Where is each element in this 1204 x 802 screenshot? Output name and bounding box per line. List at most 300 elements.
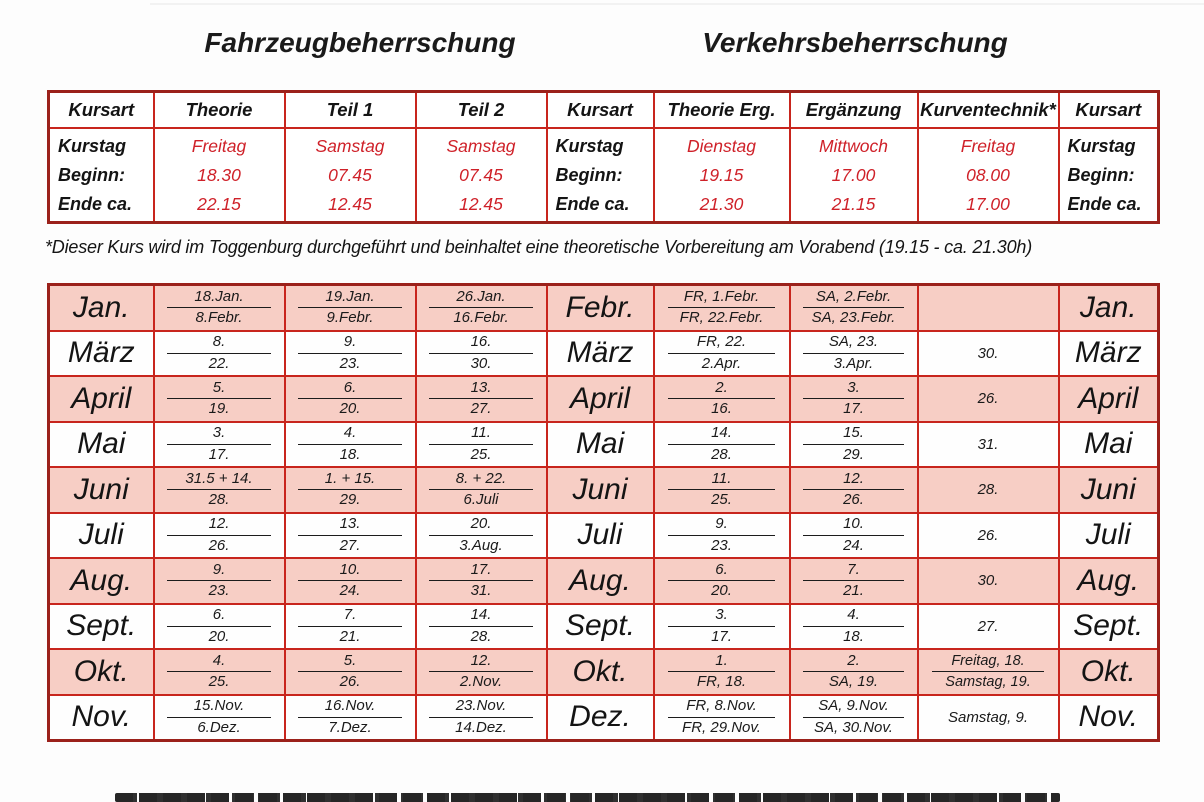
date-bottom: 23. [208, 582, 230, 600]
divider-line [803, 353, 904, 354]
dates-cell [416, 331, 547, 377]
course-day: Dienstag [686, 135, 757, 156]
course-day: Mittwoch [818, 135, 889, 156]
schedule-row [49, 604, 1159, 650]
date-bottom: FR, 29.Nov. [682, 718, 761, 736]
dates-cell [285, 695, 416, 741]
dates-cell [154, 558, 285, 604]
course-times-table [47, 90, 1160, 224]
title-fahrzeugbeherrschung: Fahrzeugbeherrschung [204, 27, 516, 58]
date-top: 11. [471, 424, 491, 441]
kurventechnik-single-cell: Samstag, 9. [918, 695, 1059, 741]
date-top: FR, 1.Febr. [683, 287, 760, 305]
dates-cell [654, 376, 790, 422]
month-cell: Juni [49, 467, 154, 513]
date-top: 8. [212, 333, 226, 350]
date-bottom: 26. [208, 536, 230, 554]
date-bottom: 29. [843, 445, 864, 463]
header-cell: Theorie [154, 92, 285, 129]
schedule-row [49, 558, 1159, 604]
date-top: 12. [470, 651, 492, 669]
divider-line [668, 398, 775, 399]
month-cell: Aug. [49, 558, 154, 604]
schedule-row [49, 285, 1159, 331]
row-label: Beginn: [58, 164, 125, 185]
dates-cell [285, 467, 416, 513]
date-top: 3. [847, 378, 860, 396]
date-bottom: 20. [208, 627, 230, 645]
dates-cell [416, 467, 547, 513]
divider-line [932, 671, 1043, 672]
row-label: Kurstag [555, 135, 624, 156]
header-rowlabels-cell [547, 128, 654, 223]
month-cell: Dez. [547, 695, 654, 741]
course-time: 17.00 [966, 193, 1010, 214]
date-bottom: 27. [339, 536, 361, 554]
schedule-row [49, 376, 1159, 422]
header-times-cell [285, 128, 416, 223]
date-bottom: 17. [843, 400, 864, 418]
cutoff-text-strip [115, 793, 1060, 802]
dates-cell [790, 422, 918, 468]
divider-line [668, 671, 775, 672]
date-bottom: FR, 22.Febr. [679, 309, 764, 327]
date-bottom: 9.Febr. [326, 309, 374, 327]
dates-cell [416, 695, 547, 741]
date-bottom: 25. [711, 491, 732, 509]
date-top: 20. [470, 515, 492, 532]
empty-cell [918, 285, 1059, 331]
divider-line [167, 580, 270, 581]
dates-cell [790, 467, 918, 513]
course-time: 08.00 [966, 164, 1010, 185]
header-times-cell [654, 128, 790, 223]
date-bottom: 21. [339, 627, 361, 645]
divider-line [803, 580, 904, 581]
dates-cell [285, 285, 416, 331]
dates-cell [154, 467, 285, 513]
divider-line [429, 717, 532, 718]
date-bottom: 17. [208, 445, 230, 463]
header-info-row [49, 128, 1159, 223]
kurventechnik-single-cell: 30. [918, 558, 1059, 604]
date-bottom: 31. [470, 582, 492, 600]
dates-cell [154, 604, 285, 650]
date-bottom: 27. [470, 400, 492, 418]
date-top: 9. [212, 560, 226, 578]
date-top: 3. [715, 606, 728, 623]
divider-line [167, 353, 270, 354]
date-top: 16. [470, 333, 492, 350]
date-top: 9. [715, 515, 728, 532]
date-top: 5. [212, 378, 226, 396]
divider-line [668, 353, 775, 354]
dates-cell [790, 604, 918, 650]
date-top: 13. [470, 378, 492, 396]
date-top: 18.Jan. [194, 287, 244, 305]
date-bottom: 25. [470, 445, 492, 463]
date-top: 7. [847, 560, 860, 578]
schedule-row [49, 422, 1159, 468]
divider-line [167, 444, 270, 445]
date-top: 6. [715, 560, 728, 578]
date-bottom: 3.Apr. [833, 354, 874, 372]
divider-line [668, 535, 775, 536]
month-cell: Sept. [1059, 604, 1159, 650]
month-cell: Aug. [1059, 558, 1159, 604]
dates-cell [154, 422, 285, 468]
dates-cell [285, 376, 416, 422]
dates-cell [416, 604, 547, 650]
schedule-row [49, 513, 1159, 559]
date-top: 9. [343, 333, 357, 350]
divider-line [429, 671, 532, 672]
course-time: 07.45 [459, 164, 503, 185]
date-top: 12. [843, 469, 864, 487]
course-time: 22.15 [197, 193, 241, 214]
date-bottom: 3.Aug. [459, 536, 503, 554]
header-rowlabels-cell [49, 128, 154, 223]
month-cell: Jan. [1059, 285, 1159, 331]
date-top: 17. [470, 560, 492, 578]
dates-cell [416, 285, 547, 331]
header-cell: Kursart [547, 92, 654, 129]
row-label: Beginn: [1067, 164, 1135, 185]
month-cell: Sept. [547, 604, 654, 650]
date-top: 13. [339, 515, 361, 532]
kurventechnik-single-cell: 27. [918, 604, 1059, 650]
divider-line [429, 398, 532, 399]
date-top: 1. + 15. [324, 469, 376, 487]
date-bottom: Samstag, 19. [945, 674, 1031, 691]
course-day: Samstag [446, 135, 516, 156]
month-cell: März [547, 331, 654, 377]
title-verkehrsbeherrschung: Verkehrsbeherrschung [702, 27, 1008, 58]
header-times-cell [154, 128, 285, 223]
kurventechnik-dates-cell [918, 649, 1059, 695]
date-bottom: 20. [711, 582, 732, 600]
date-top: 4. [343, 424, 357, 441]
date-top: SA, 9.Nov. [818, 697, 889, 714]
divider-line [668, 489, 775, 490]
date-top: 14. [470, 606, 492, 623]
date-bottom: 28. [470, 627, 492, 645]
date-bottom: 24. [843, 536, 864, 554]
schedule-row [49, 695, 1159, 741]
month-cell: Mai [547, 422, 654, 468]
dates-cell [285, 513, 416, 559]
month-cell: Jan. [49, 285, 154, 331]
date-top: 31.5 + 14. [185, 469, 253, 487]
date-top: 5. [343, 651, 357, 669]
month-cell: Nov. [1059, 695, 1159, 741]
course-time: 12.45 [328, 193, 372, 214]
month-cell: März [49, 331, 154, 377]
date-bottom: 30. [470, 354, 492, 372]
schedule-table [47, 283, 1160, 742]
divider-line [298, 626, 401, 627]
divider-line [298, 717, 401, 718]
divider-line [167, 671, 270, 672]
course-day: Freitag [960, 135, 1016, 156]
month-cell: Febr. [547, 285, 654, 331]
date-bottom: 23. [711, 536, 732, 554]
date-bottom: 29. [339, 491, 361, 509]
header-cell: Kurventechnik* [918, 92, 1059, 129]
header-cell: Teil 2 [416, 92, 547, 129]
course-time: 18.30 [197, 164, 241, 185]
month-cell: Sept. [49, 604, 154, 650]
date-bottom: SA, 23.Febr. [811, 309, 896, 327]
date-top: 16.Nov. [324, 697, 376, 714]
dates-cell [285, 422, 416, 468]
dates-cell [790, 331, 918, 377]
date-bottom: 2.Nov. [459, 673, 503, 691]
divider-line [668, 444, 775, 445]
month-cell: Mai [1059, 422, 1159, 468]
divider-line [298, 398, 401, 399]
dates-cell [416, 558, 547, 604]
date-bottom: 19. [208, 400, 230, 418]
dates-cell [654, 558, 790, 604]
divider-line [803, 307, 904, 308]
date-top: 1. [715, 651, 728, 669]
dates-cell [285, 649, 416, 695]
dates-cell [654, 513, 790, 559]
date-bottom: 22. [208, 354, 230, 372]
date-top: 8. + 22. [455, 469, 507, 487]
header-times-cell [918, 128, 1059, 223]
month-cell: Mai [49, 422, 154, 468]
header-cell: Kursart [1059, 92, 1159, 129]
divider-line [803, 626, 904, 627]
date-bottom: 24. [339, 582, 361, 600]
kurventechnik-single-cell: 30. [918, 331, 1059, 377]
footnote: *Dieser Kurs wird im Toggenburg durchgeführt und beinhaltet eine theoretische Vorbereitung am Vorabend (19.15 - ca. 21.30h) [45, 237, 1033, 257]
header-cell: Ergänzung [790, 92, 918, 129]
date-bottom: 18. [843, 627, 864, 645]
divider-line [167, 489, 270, 490]
dates-cell [790, 513, 918, 559]
divider-line [429, 307, 532, 308]
header-cell: Kursart [49, 92, 154, 129]
date-top: 4. [847, 606, 860, 623]
dates-cell [654, 285, 790, 331]
date-bottom: 7.Dez. [328, 718, 372, 736]
row-label: Beginn: [555, 164, 623, 185]
dates-cell [790, 376, 918, 422]
dates-cell [654, 467, 790, 513]
date-top: 2. [847, 651, 860, 669]
course-time: 21.30 [699, 193, 744, 214]
schedule-row [49, 649, 1159, 695]
divider-line [429, 444, 532, 445]
date-bottom: 14.Dez. [455, 718, 507, 736]
dates-cell [285, 331, 416, 377]
date-top: 15. [843, 424, 864, 441]
divider-line [803, 535, 904, 536]
course-time: 12.45 [459, 193, 503, 214]
date-bottom: FR, 18. [696, 673, 747, 691]
date-top: 2. [715, 378, 728, 396]
date-bottom: 2.Apr. [701, 354, 742, 372]
date-top: 23.Nov. [455, 697, 507, 714]
dates-cell [790, 695, 918, 741]
divider-line [167, 626, 270, 627]
month-cell: Juli [547, 513, 654, 559]
header-times-cell [416, 128, 547, 223]
month-cell: Nov. [49, 695, 154, 741]
divider-line [298, 489, 401, 490]
month-cell: Juni [547, 467, 654, 513]
month-cell: Okt. [1059, 649, 1159, 695]
dates-cell [285, 604, 416, 650]
divider-line [298, 353, 401, 354]
divider-line [429, 535, 532, 536]
header-times-cell [790, 128, 918, 223]
dates-cell [154, 376, 285, 422]
dates-cell [285, 558, 416, 604]
course-time: 17.00 [831, 164, 876, 185]
date-top: 6. [212, 606, 226, 623]
divider-line [803, 398, 904, 399]
date-bottom: 17. [711, 627, 732, 645]
date-bottom: 26. [843, 491, 864, 509]
kurventechnik-single-cell: 31. [918, 422, 1059, 468]
row-label: Kurstag [58, 135, 127, 156]
divider-line [298, 307, 401, 308]
kurventechnik-single-cell: 28. [918, 467, 1059, 513]
course-time: 19.15 [699, 164, 744, 185]
date-top: 11. [711, 469, 732, 487]
dates-cell [154, 331, 285, 377]
row-label: Ende ca. [555, 193, 630, 214]
dates-cell [416, 513, 547, 559]
date-top: 10. [339, 560, 361, 578]
date-top: 12. [208, 515, 230, 532]
date-bottom: 28. [711, 445, 732, 463]
divider-line [298, 535, 401, 536]
date-bottom: 6.Juli [463, 491, 499, 509]
date-bottom: 26. [339, 673, 361, 691]
date-top: 10. [843, 515, 864, 532]
row-label: Kurstag [1067, 135, 1136, 156]
divider-line [668, 307, 775, 308]
header-cell: Teil 1 [285, 92, 416, 129]
date-bottom: 20. [339, 400, 361, 418]
date-bottom: 8.Febr. [195, 309, 243, 327]
row-label: Ende ca. [58, 193, 133, 214]
divider-line [668, 580, 775, 581]
date-top: 15.Nov. [193, 697, 245, 714]
divider-line [167, 307, 270, 308]
date-top: SA, 23. [828, 333, 879, 350]
dates-cell [654, 604, 790, 650]
date-top: 14. [711, 424, 732, 441]
dates-cell [416, 376, 547, 422]
month-cell: Juni [1059, 467, 1159, 513]
header-rowlabels-cell [1059, 128, 1159, 223]
divider-line [803, 489, 904, 490]
dates-cell [154, 285, 285, 331]
month-cell: Okt. [547, 649, 654, 695]
date-top: Freitag, 18. [951, 653, 1025, 670]
date-bottom: 21. [843, 582, 864, 600]
divider-line [429, 353, 532, 354]
month-cell: Okt. [49, 649, 154, 695]
date-bottom: SA, 30.Nov. [814, 718, 893, 736]
schedule-row [49, 467, 1159, 513]
month-cell: Aug. [547, 558, 654, 604]
divider-line [429, 580, 532, 581]
course-time: 21.15 [831, 193, 876, 214]
dates-cell [790, 285, 918, 331]
divider-line [803, 717, 904, 718]
divider-line [298, 580, 401, 581]
kurventechnik-single-cell: 26. [918, 376, 1059, 422]
date-top: FR, 8.Nov. [686, 697, 757, 714]
month-cell: April [547, 376, 654, 422]
divider-line [803, 671, 904, 672]
divider-line [803, 444, 904, 445]
divider-line [429, 489, 532, 490]
date-bottom: SA, 19. [828, 673, 879, 691]
course-day: Freitag [191, 135, 247, 156]
divider-line [167, 398, 270, 399]
dates-cell [790, 558, 918, 604]
dates-cell [654, 649, 790, 695]
date-top: 7. [343, 606, 357, 623]
dates-cell [154, 695, 285, 741]
date-bottom: 18. [339, 445, 361, 463]
date-top: 3. [212, 424, 226, 441]
divider-line [167, 717, 270, 718]
dates-cell [416, 649, 547, 695]
month-cell: April [49, 376, 154, 422]
divider-line [298, 671, 401, 672]
dates-cell [416, 422, 547, 468]
header-label-row [49, 92, 1159, 129]
date-top: 6. [343, 378, 357, 396]
divider-line [167, 535, 270, 536]
date-top: 4. [212, 651, 226, 669]
month-cell: Juli [1059, 513, 1159, 559]
date-bottom: 25. [208, 673, 230, 691]
month-cell: März [1059, 331, 1159, 377]
month-cell: Juli [49, 513, 154, 559]
date-bottom: 16.Febr. [453, 309, 509, 327]
kurventechnik-single-cell: 26. [918, 513, 1059, 559]
date-top: FR, 22. [696, 333, 747, 350]
date-top: SA, 2.Febr. [815, 287, 892, 305]
month-cell: April [1059, 376, 1159, 422]
schedule-row [49, 331, 1159, 377]
date-bottom: 6.Dez. [197, 718, 241, 736]
dates-cell [654, 331, 790, 377]
date-bottom: 28. [208, 491, 230, 509]
divider-line [429, 626, 532, 627]
date-bottom: 23. [339, 354, 361, 372]
course-time: 07.45 [328, 164, 372, 185]
dates-cell [790, 649, 918, 695]
dates-cell [654, 422, 790, 468]
dates-cell [154, 513, 285, 559]
divider-line [668, 626, 775, 627]
date-bottom: 16. [711, 400, 732, 418]
scan-artifact-line [150, 3, 1204, 5]
course-day: Samstag [315, 135, 385, 156]
divider-line [298, 444, 401, 445]
